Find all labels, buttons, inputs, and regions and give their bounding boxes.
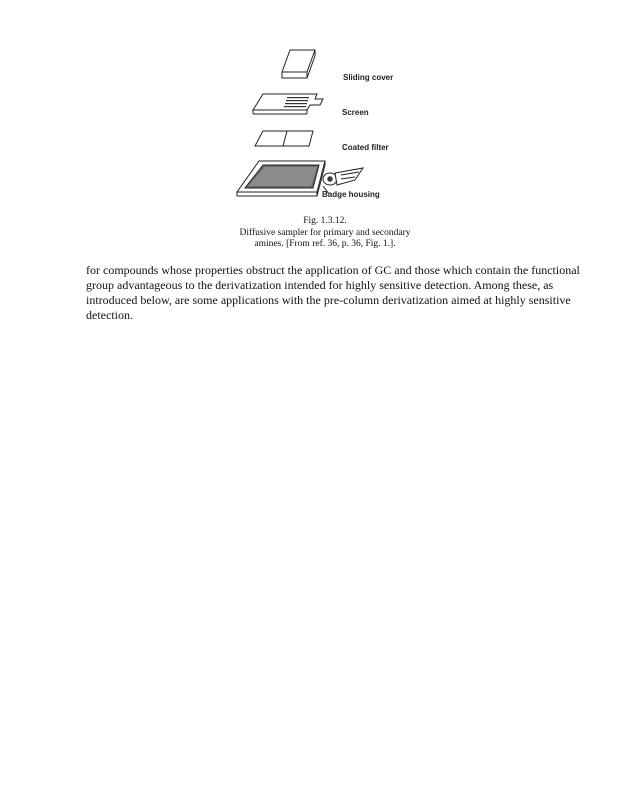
figure-caption-title: Fig. 1.3.12. [303, 216, 347, 226]
label-screen: Screen [342, 108, 369, 117]
body-paragraph: for compounds whose properties obstruct the application of GC and those which contain the functional group advantageous to the derivatization intended for highly sensitive detection. Among these, as introduced below, are some applications with the pre-column derivatization aimed at highly sensitive detection. [86, 263, 580, 322]
sliding-cover-drawing [282, 50, 315, 78]
coated-filter-drawing [255, 131, 313, 146]
label-badge-housing: Badge housing [322, 190, 380, 199]
figure-caption-line-1: Diffusive sampler for primary and secondary [239, 228, 411, 238]
diffusive-sampler-figure [225, 40, 425, 215]
label-coated-filter: Coated filter [342, 143, 389, 152]
figure-caption-line-2: amines. [From ref. 36, p. 36, Fig. 1.]. [254, 239, 396, 249]
screen-drawing [253, 94, 323, 114]
label-sliding-cover: Sliding cover [343, 73, 394, 82]
exploded-diagram [225, 40, 425, 215]
